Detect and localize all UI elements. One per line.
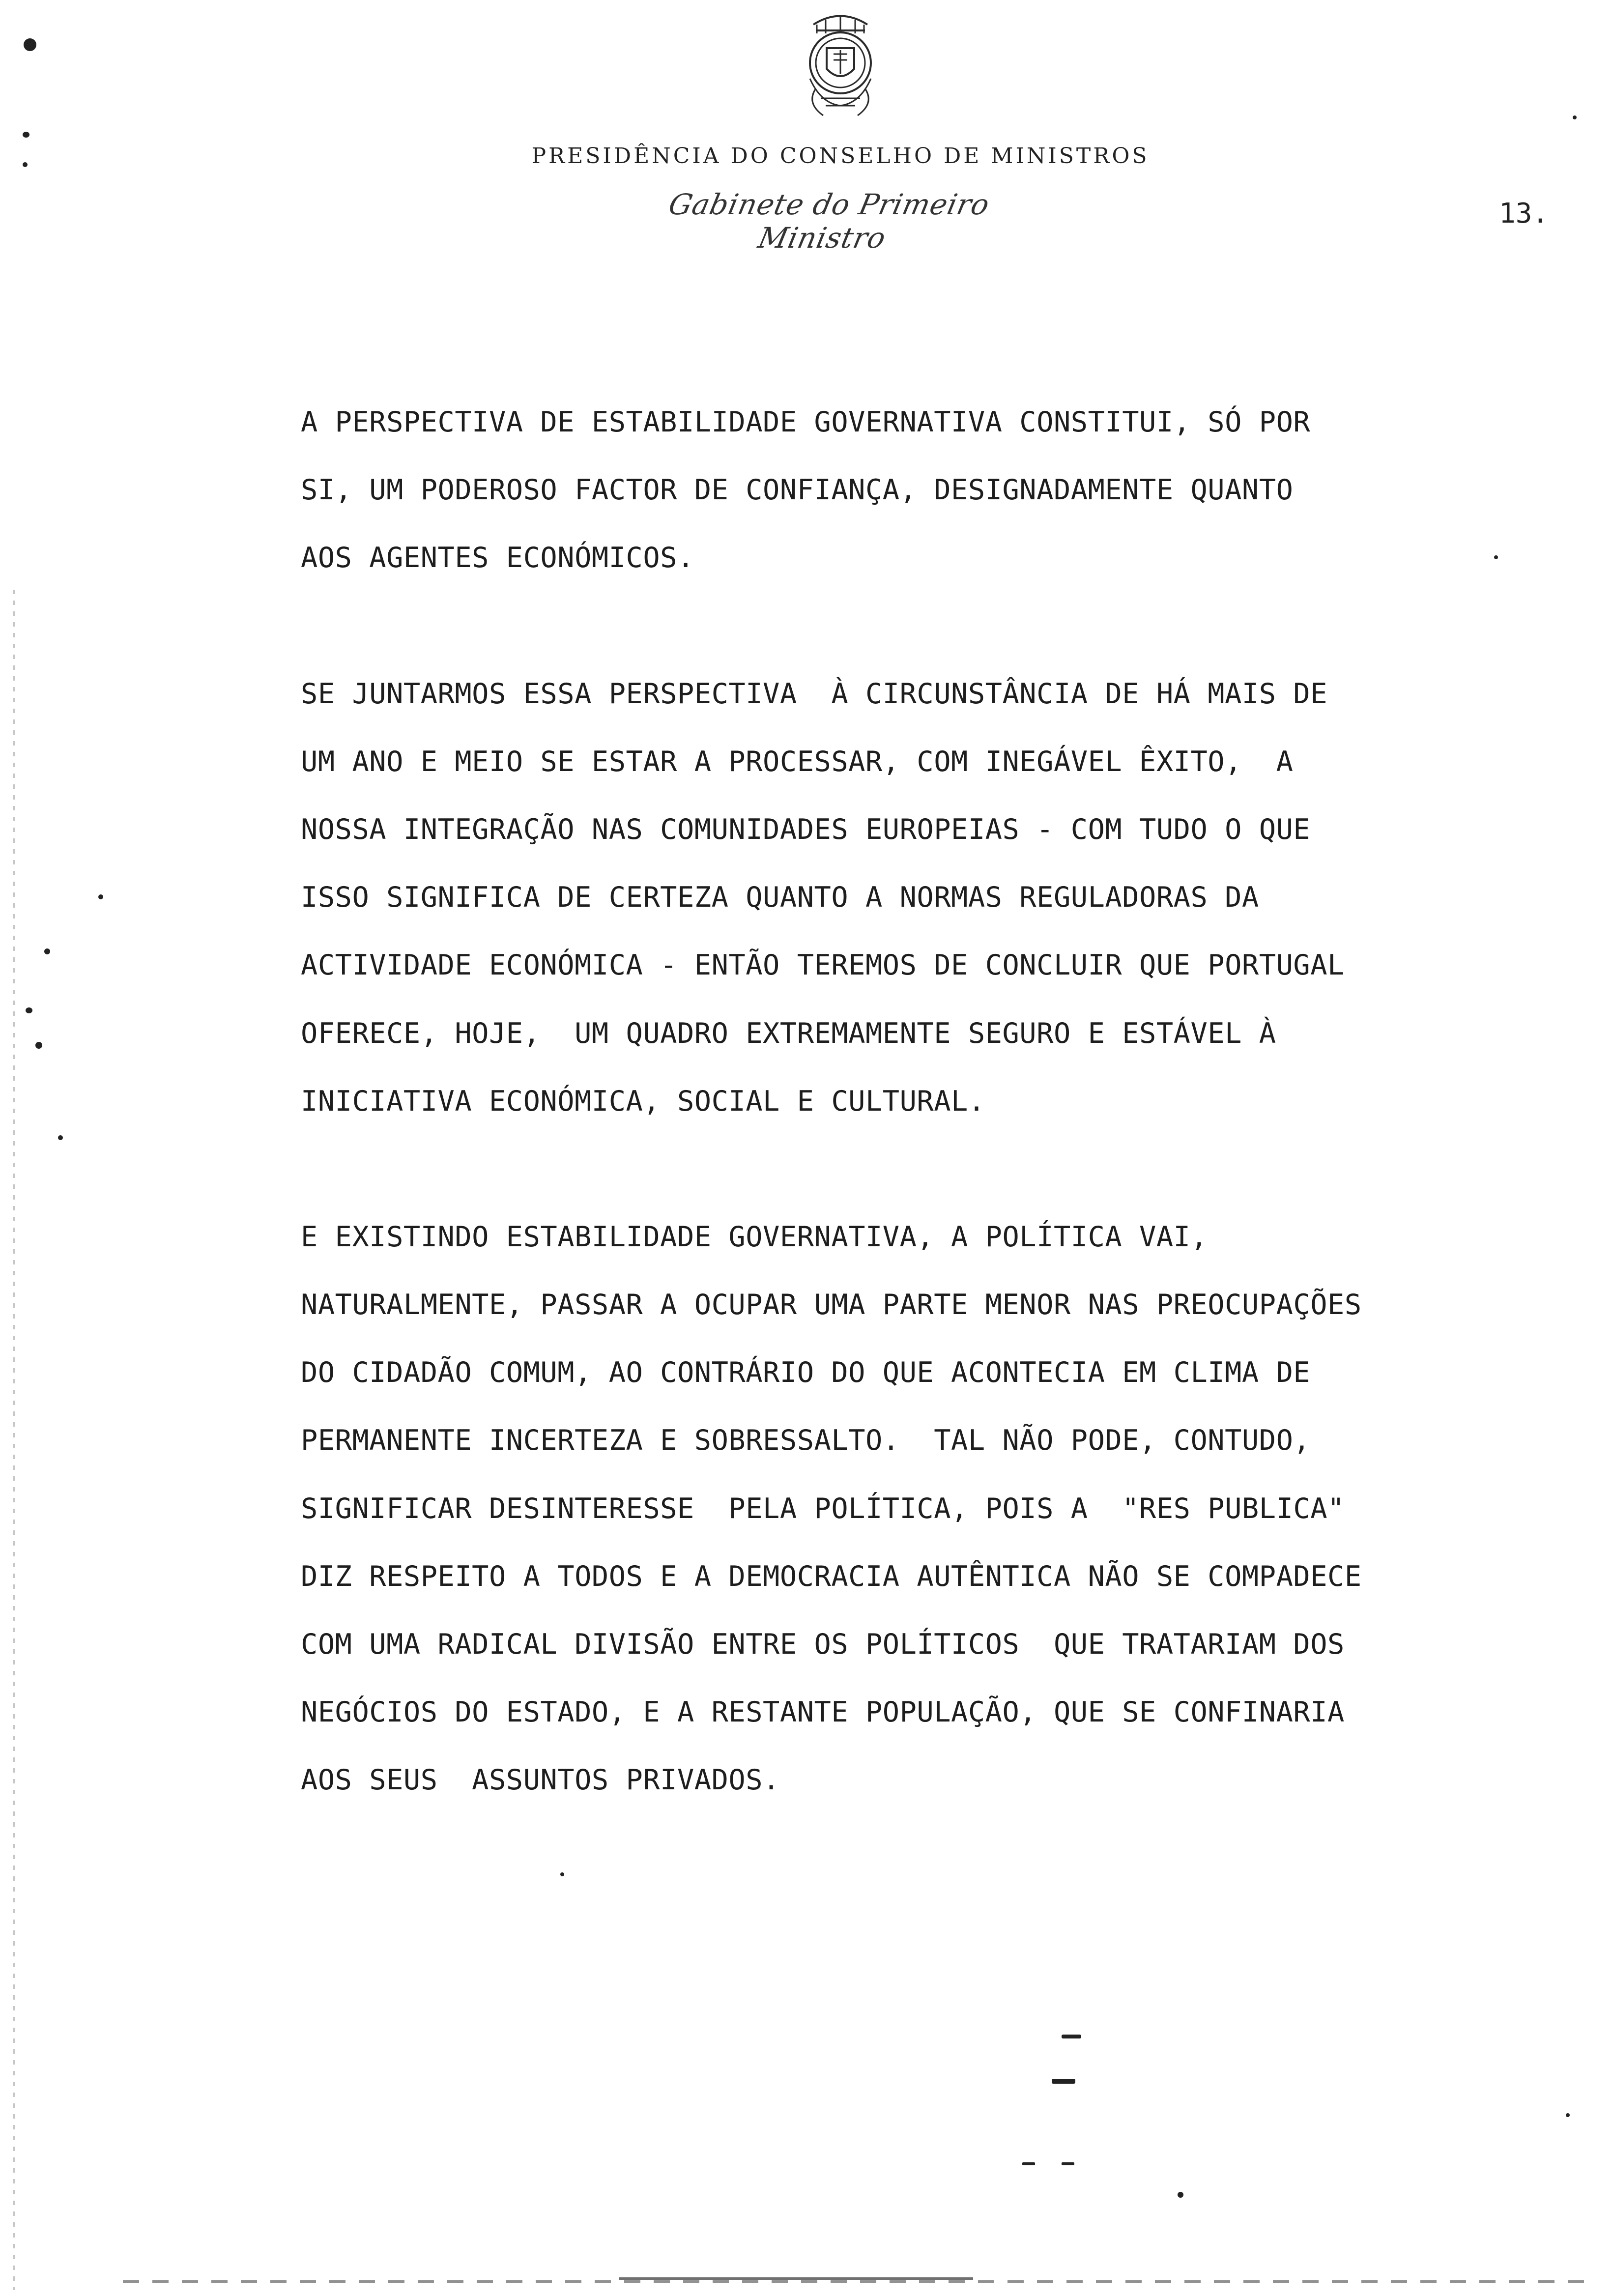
scan-speck xyxy=(58,1135,63,1140)
cabinet-subheading: Gabinete do Primeiro Ministro xyxy=(665,188,993,255)
scan-speck xyxy=(1494,555,1498,559)
scan-speck xyxy=(1062,2162,1074,2165)
text-line: E EXISTINDO ESTABILIDADE GOVERNATIVA, A POLÍTICA VAI, xyxy=(301,1220,1208,1253)
page-number: 13. xyxy=(1499,198,1549,230)
scan-speck xyxy=(1573,115,1577,119)
coat-of-arms-icon xyxy=(786,5,894,123)
text-line: AOS SEUS ASSUNTOS PRIVADOS. xyxy=(301,1764,780,1797)
paragraph-2 xyxy=(301,660,1588,1135)
scan-speck xyxy=(560,1872,564,1876)
scan-speck xyxy=(98,894,103,899)
scan-speck xyxy=(26,1007,32,1013)
text-line: AOS AGENTES ECONÓMICOS. xyxy=(301,542,694,574)
text-line: A PERSPECTIVA DE ESTABILIDADE GOVERNATIVA CONSTITUI, SÓ POR xyxy=(301,406,1311,438)
text-line: DO CIDADÃO COMUM, AO CONTRÁRIO DO QUE ACONTECIA EM CLIMA DE xyxy=(301,1356,1311,1389)
scan-speck xyxy=(1062,2035,1081,2038)
text-line: PERMANENTE INCERTEZA E SOBRESSALTO. TAL NÃO PODE, CONTUDO, xyxy=(301,1424,1311,1457)
scan-speck xyxy=(35,1042,42,1049)
text-line: SE JUNTARMOS ESSA PERSPECTIVA À CIRCUNSTÂNCIA DE HÁ MAIS DE xyxy=(301,677,1328,710)
paragraph-3 xyxy=(301,1203,1588,1814)
text-line: ISSO SIGNIFICA DE CERTEZA QUANTO A NORMAS REGULADORAS DA xyxy=(301,881,1259,914)
text-line: DIZ RESPEITO A TODOS E A DEMOCRACIA AUTÊNTICA NÃO SE COMPADECE xyxy=(301,1560,1362,1593)
paragraph-1 xyxy=(301,388,1588,592)
document-body xyxy=(301,388,1588,1882)
text-line: SI, UM PODEROSO FACTOR DE CONFIANÇA, DESIGNADAMENTE QUANTO xyxy=(301,474,1294,507)
scan-bottom-edge xyxy=(123,2280,1597,2283)
scan-speck xyxy=(1566,2113,1570,2117)
scan-speck xyxy=(1052,2079,1075,2084)
scan-speck xyxy=(44,948,50,954)
scan-speck xyxy=(23,162,28,167)
text-line: UM ANO E MEIO SE ESTAR A PROCESSAR, COM INEGÁVEL ÊXITO, A xyxy=(301,745,1294,778)
office-heading: PRESIDÊNCIA DO CONSELHO DE MINISTROS xyxy=(531,144,1150,169)
text-line: NATURALMENTE, PASSAR A OCUPAR UMA PARTE MENOR NAS PREOCUPAÇÕES xyxy=(301,1289,1362,1321)
text-line: SIGNIFICAR DESINTERESSE PELA POLÍTICA, POIS A "RES PUBLICA" xyxy=(301,1492,1345,1525)
scan-speck xyxy=(23,132,29,138)
text-line: OFERECE, HOJE, UM QUADRO EXTREMAMENTE SEGURO E ESTÁVEL À xyxy=(301,1017,1276,1050)
text-line: ACTIVIDADE ECONÓMICA - ENTÃO TEREMOS DE CONCLUIR QUE PORTUGAL xyxy=(301,949,1345,982)
scan-margin-noise xyxy=(13,590,15,2290)
scan-bottom-edge xyxy=(619,2277,973,2280)
scan-speck xyxy=(24,38,36,51)
text-line: COM UMA RADICAL DIVISÃO ENTRE OS POLÍTICOS QUE TRATARIAM DOS xyxy=(301,1628,1345,1661)
text-line: INICIATIVA ECONÓMICA, SOCIAL E CULTURAL. xyxy=(301,1085,985,1118)
scan-speck xyxy=(1178,2192,1183,2198)
text-line: NEGÓCIOS DO ESTADO, E A RESTANTE POPULAÇÃO, QUE SE CONFINARIA xyxy=(301,1696,1345,1729)
text-line: NOSSA INTEGRAÇÃO NAS COMUNIDADES EUROPEIAS - COM TUDO O QUE xyxy=(301,813,1311,846)
scan-speck xyxy=(1022,2162,1035,2165)
